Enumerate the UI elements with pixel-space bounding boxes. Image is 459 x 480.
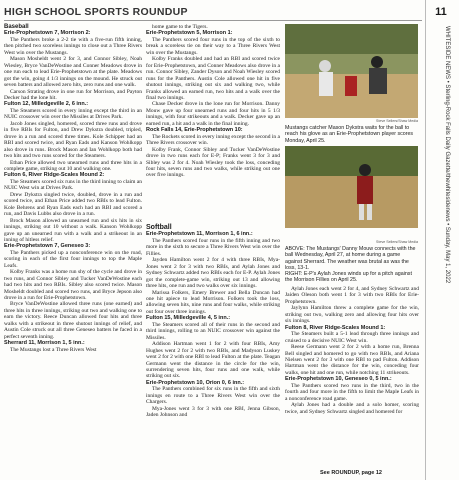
- section-header: HIGH SCHOOL SPORTS ROUNDUP: [4, 6, 188, 18]
- story-paragraph: The Steamers scored all of their runs in the second and third innings, rolling to an NUIC crossover win against the Missiles.: [146, 321, 280, 341]
- story-paragraph: Carson Strating drove in one run for Morrison, and Payton Decker had the lone hit.: [4, 88, 142, 101]
- game-result-heading: Sherrard 11, Morrison 1, 5 inn.:: [4, 340, 85, 347]
- photo-1-credit: Steve Sellers/Shaw Media: [376, 119, 418, 123]
- photo-1-caption: Mustangs catcher Mason Dykstra waits for the ball to reach his glove as an Erie-Prophetstown player scores Monday, April 25.: [285, 125, 414, 144]
- story-paragraph: Kolby Franks was a home run shy of the cycle and drove in two runs, and Connor Sibley and Tucker VanDeWostine each had two hits and two RBIs. Sibley also scored twice. Mason Mosheldt doubled and scored two runs, and Bryce Jepson also drove in a run for Erie-Prophetstown.: [4, 269, 142, 302]
- game-result-heading: Erie-Prophetstown 10, Orion 0, 6 inn.:: [146, 379, 245, 386]
- story-paragraph: Jacob Jones singled, homered, scored three runs and drove in five RBIs for Fulton, and Drew Dykstra doubled, tripled, drove in a run and scored three times. Kole Schipper had an RBI and scored twice, and Ryan Eads and Kanson Wohlkopp also drove in runs. Brock Mason and Ian Wohlkopp both had two hits and two runs scored for the Steamers.: [4, 120, 142, 160]
- story-paragraph: Reese Germann went 2 for 2 with a home run, Brenna Bell singled and homered to go with two RBIs, and Ariana Nielsen went 2 for 3 with one RBI to pad Fulton. Addison Hartman went the distance for the win, conceding four walks, one hit and one run, while notching 11 strikeouts.: [285, 344, 419, 376]
- game-result-heading: Rock Falls 14, Erie-Prophetstown 10:: [146, 127, 243, 134]
- story-paragraph: The Rockets scored in every inning except the second in a Three Rivers crossover win.: [146, 133, 280, 147]
- story-paragraph: The Panthers broke a 2-2 tie with a five-run fifth inning, then pitched two scoreless innings to close out a Three Rivers West win over the Mustangs.: [4, 36, 142, 56]
- game-result-heading: Erie-Prophetstown 5, Morrison 1:: [146, 30, 233, 37]
- story-paragraph: Mason Mosheldt went 2 for 3, and Connor Sibley, Noah Wiesley, Bryce VanDeWostine and Conner Meadows drove in one run each to lead Erie-Prophetstown at the plate. Meadows got the win, going 4 1/3 innings on the mound. He struck out seven batters and allowed zero hits, zero runs and one walk.: [4, 56, 142, 89]
- game-result-heading: Erie-Prophetstown 7, Geneseo 3:: [4, 243, 91, 250]
- story-paragraph: The Panthers scored four runs in the fifth inning and two more in the sixth to secure a Three Rivers West win over the Fillies.: [146, 237, 280, 257]
- photo-2-caption-right: RIGHT: E-P's Aylah Jones winds up for a pitch against the Morrison Fillies on April 25.: [285, 271, 412, 284]
- story-paragraph: Ethan Price allowed two unearned runs and three hits in a complete game, striking out 10 and walking one.: [4, 159, 142, 172]
- story-paragraph: The Steamers scored in every inning except the third in an NUIC crossover win over the Missiles at Drives Park.: [4, 107, 142, 121]
- header-rule: [4, 20, 422, 21]
- game-result-heading: Erie-Prophetstown 11, Morrison 1, 6 inn.:: [146, 231, 253, 238]
- story-paragraph: Mya-Jones went 3 for 3 with one RBI, Jenna Gibson, Jaden Johnson and: [146, 405, 280, 419]
- story-paragraph: The Panthers scored four runs in the top of the sixth to break a scoreless tie on their way to a Three Rivers West win over the Mustangs.: [146, 36, 280, 56]
- story-paragraph: Jaylynn Hamilton threw a complete game for the win, striking out two, walking zero and allowing four hits over six innings.: [285, 305, 419, 325]
- game-result-heading: Fulton 8, River Ridge-Scales Mound 1:: [285, 324, 386, 331]
- sport-subheading: Baseball: [4, 24, 29, 30]
- column-3-bottom: [285, 286, 419, 466]
- story-paragraph: Marissa Folkers, Emery Brewer and Bella Duncan had one hit apiece to lead Morrison. Folkers took the loss, allowing seven hits, nine runs and four walks, while striking out four over three innings.: [146, 289, 280, 315]
- story-paragraph: Chase Decker drove in the lone run for Morrison. Danny Mouw gave up four unearned runs and four hits in 5 1/3 innings, with four strikeouts and a walk. Decker gave up an earned run, a hit and a walk in the final inning.: [146, 101, 280, 127]
- page-number: 11: [435, 6, 447, 18]
- photo-2-credit: Steve Sellers/Shaw Media: [376, 240, 418, 244]
- game-result-heading: Fulton 12, Milledgeville 2, 6 inn.:: [4, 101, 89, 108]
- story-paragraph: The Mustangs lost a Three Rivers West: [10, 346, 97, 353]
- game-result-heading: Fulton 6, River Ridge-Scales Mound 2:: [4, 172, 105, 179]
- story-paragraph: Jayden Hamilton went 2 for 4 with three RBIs, Mya-Jones went 2 for 3 with two RBIs, and Aylah Jones and Sydney Schwartz added two RBIs each for E-P. Aylah Jones got the complete-game win, striking out 13 and allowing three hits, one run and two walks over six innings.: [146, 257, 280, 290]
- story-paragraph: The Steamers built a 5-1 lead through three innings and cruised to a decisive NUIC West win.: [285, 331, 419, 344]
- story-paragraph: Addison Hartman went 1 for 2 with four RBIs, Amy Hughes went 2 for 2 with two RBIs, and Madyson Luskey went 2 for 2 with one RBI to lead Fulton at the plate. Teagan Germann went the distance in the circle for the win, surrendering seven hits, four runs and one walk, while striking out six.: [146, 341, 280, 380]
- story-paragraph: Kolby Frank, Connor Sibley and Tucker VanDeWostine drove in two runs each for E-P; Franks went 3 for 3 and Sibley was 2 for 4. Noah Wiesley took the loss, conceding four hits, seven runs and two walks, while striking out one over five innings.: [146, 146, 280, 179]
- column-2-bottom: [146, 222, 280, 478]
- continued-reference: See ROUNDUP, page 12: [320, 470, 382, 476]
- story-paragraph: Bryce VanDeWostine allowed three runs (one earned) and three hits in three innings, striking out two and walking one to earn the victory. Reece Duncan allowed four hits and three walks with a strikeout in three shutout innings of relief, and Austin Cole struck out all three Geneseo batters he faced in a perfect seventh inning.: [4, 301, 142, 340]
- softball-heading: Softball: [146, 224, 172, 231]
- story-paragraph: The Panthers picked up a nonconference win on the road, scoring in each of the first four innings to top the Maple Leafs.: [4, 249, 142, 269]
- photo-pitcher: [285, 146, 418, 228]
- column-1: [4, 24, 142, 478]
- story-paragraph: home game to the Tigers.: [152, 24, 208, 30]
- story-paragraph: Kolby Franks doubled and had an RBI and scored twice for Erie-Prophetstown, and Conner Meadows also drove in a run. Connor Sibley, Zander Dyson and Noah Wiesley scored runs for the Panthers. Austin Cole allowed one hit in five shutout innings, striking out six and walking two, while Franks allowed an earned run, two hits and a walk over the final two innings.: [146, 56, 280, 101]
- sidebar-dateline: WHITESIDE NEWS • Sterling-Rock Falls Daily Gazette/thewhitesidenews • Sunday, May 1, 2022: [444, 26, 450, 284]
- photo-catcher: [285, 24, 418, 118]
- game-result-heading: Erie-Prophetstown 10, Geneseo 0, 5 inn.:: [285, 376, 392, 383]
- game-result-heading: Erie-Prophetstown 7, Morrison 2:: [4, 30, 91, 37]
- story-paragraph: Drew Dykstra singled twice, doubled, drove in a run and scored twice, and Ethan Price added two RBIs to lead Fulton. Kole Behrens and Ryan Eads each had an RBI and scored a run, and Davis Lubbs also drove in a run.: [4, 191, 142, 218]
- story-paragraph: The Panthers combined for six runs in the fifth and sixth innings en route to a Three Rivers West win over the Chargers.: [146, 386, 280, 406]
- story-paragraph: Aylah Jones each went 2 for 4, and Sydney Schwartz and Jaiden Oleson both went 1 for 3 with two RBIs for Erie-Prophetstown.: [285, 286, 419, 305]
- game-result-heading: Fulton 15, Milledgeville 4, 5 inn.:: [146, 315, 231, 322]
- column-2-top: [146, 24, 280, 179]
- story-paragraph: Aylah Jones had a double and a solo homer, scoring twice, and Sydney Schwartz singled and homered for: [285, 402, 419, 415]
- story-paragraph: The Panthers scored two runs in the third, two in the fourth and four more in the fifth to limit the Maple Leafs in a nonconference road game.: [285, 382, 419, 402]
- story-paragraph: The Steamers scored six runs in the third inning to claim an NUIC West win at Drives Park.: [4, 178, 142, 192]
- story-paragraph: Brock Mason allowed an unearned run and six hits in six innings, striking out 10 without a walk. Kanson Wohlkopp gave up an unearned run with a walk and a strikeout in an inning of hitless relief.: [4, 217, 142, 243]
- photo-2-caption-above: ABOVE: The Mustangs' Danny Mouw connects with the ball Wednesday, April 27, at home during a game against Sherrard. The weather was brutal as was the loss, 13-1.: [285, 246, 416, 271]
